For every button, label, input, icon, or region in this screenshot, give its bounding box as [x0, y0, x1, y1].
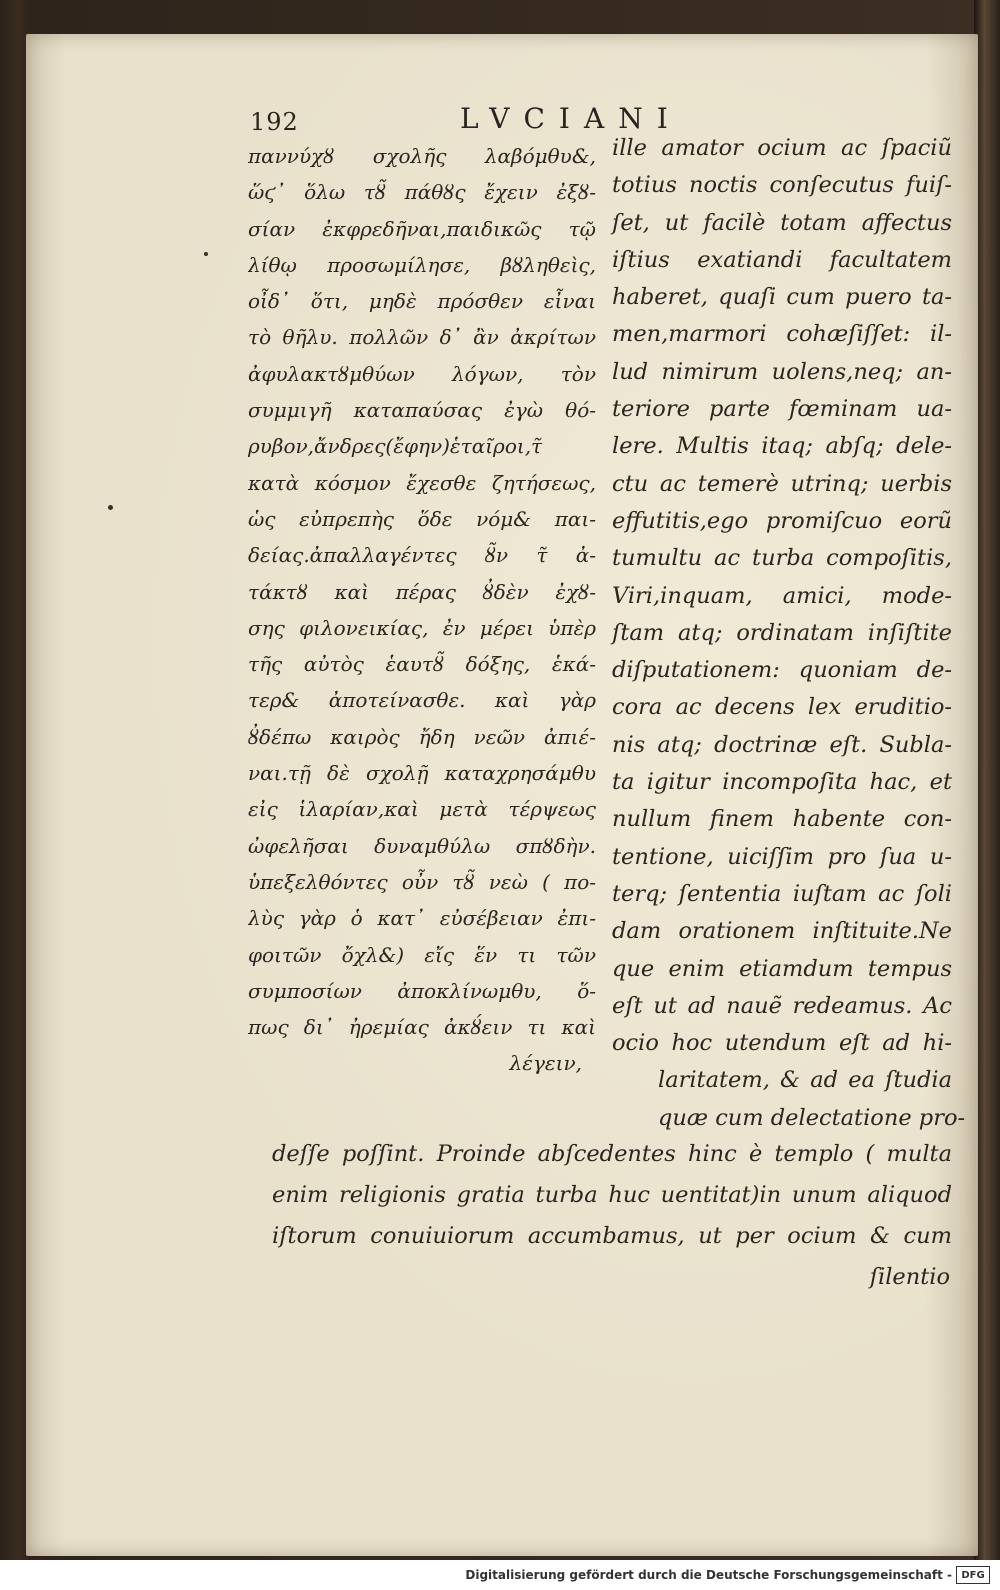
text-line: ta igitur incompoſita hac, et — [612, 769, 952, 796]
text-line: σίαν ἐκφρεδῆναι,παιδικῶς τῷ — [248, 216, 596, 241]
text-line: σης φιλονεικίας, ἐν μέρει ὑπὲρ — [248, 615, 596, 640]
text-line: τερ& ἀποτείνασθε. καὶ γὰρ — [248, 688, 596, 713]
text-line: deſſe poſſint. Proinde abſcedentes hinc è templo ( multa — [272, 1141, 952, 1167]
text-line: οἶδ᾽ ὅτι, μηδὲ πρόσθεν εἶναι — [248, 289, 596, 314]
text-line: ȣ̓δέπω καιρὸς ἤδη νεῶν ἀπιέ- — [248, 724, 596, 749]
text-line: τὸ θῆλυ. πολλῶν δ᾽ ἂν ἀκρίτων — [248, 325, 596, 350]
text-line: ὑπεξελθόντες οὖν τȣ̃ νεὼ ( πο- — [248, 869, 596, 894]
text-line: teriore parte fœminam ua- — [612, 396, 952, 423]
text-line: λέγειν, — [509, 1051, 582, 1076]
text-line: λίθῳ προσωμίλησε, βȣληθεὶς, — [248, 252, 596, 277]
text-line: ὡς εὐπρεπὴς ὅδε νόμ& παι- — [248, 506, 596, 531]
text-line: ἀφυλακτȣμθύων λόγων, τὸν — [248, 361, 596, 386]
text-line: iſtorum conuiuiorum accumbamus, ut per ocium & cum — [272, 1223, 952, 1249]
text-line: nis atq; doctrinæ eſt. Subla- — [612, 731, 952, 758]
text-line: laritatem, & ad ea ſtudia — [658, 1067, 952, 1094]
catchword: ſilentio — [869, 1264, 950, 1290]
text-line: φοιτῶν ὄχλ&) εἴς ἕν τι τῶν — [248, 942, 596, 967]
text-line: εἰς ἱλαρίαν,καὶ μετὰ τέρψεως — [248, 797, 596, 822]
text-line: que enim etiamdum tempus — [612, 955, 952, 982]
text-line: Viri,inquam, amici, mode- — [612, 582, 952, 609]
text-line: κατὰ κόσμον ἔχεσθε ζητήσεως, — [248, 470, 596, 495]
text-line: λὺς γὰρ ὁ κατ᾽ εὐσέβειαν ἐπι- — [248, 906, 596, 931]
text-line: συμποσίων ἀποκλίνωμθυ, ὅ- — [248, 978, 596, 1003]
greek-text-column — [248, 138, 596, 1082]
page-number: 192 — [250, 108, 299, 136]
text-line: tentione, uiciſſim pro ſua u- — [612, 843, 952, 870]
text-line: δείας.ἀπαλλαγέντες ȣ̃ν τ̃ ἀ- — [248, 543, 596, 568]
latin-text-column — [612, 130, 966, 1137]
text-line: cora ac decens lex eruditio- — [612, 694, 952, 721]
text-line: quæ cum delectatione pro- — [658, 1104, 966, 1131]
text-line: diſputationem: quoniam de- — [612, 657, 952, 684]
text-line: ſet, ut facilè totam affectus — [612, 209, 952, 236]
full-width-text — [272, 1134, 952, 1298]
text-line: terq; ſententia iuſtam ac ſoli — [612, 880, 952, 907]
text-line: πως δι᾽ ἠρεμίας ἀκȣ́ειν τι καὶ — [248, 1015, 596, 1040]
text-line: ille amator ocium ac ſpaciũ — [612, 135, 952, 161]
text-line: iſtius exatiandi facultatem — [612, 246, 952, 273]
dfg-logo: DFG — [956, 1566, 990, 1584]
text-line: τάκτȣ καὶ πέρας ȣ̓δὲν ἐχȣ- — [248, 579, 596, 604]
text-line: τῆς αὐτὸς ἑαυτȣ̃ δόξης, ἑκά- — [248, 652, 596, 677]
ink-speck — [204, 252, 208, 256]
text-line: dam orationem inſtituite.Ne — [612, 918, 952, 945]
text-line: haberet, quaſi cum puero ta- — [612, 284, 952, 311]
text-line: totius noctis conſecutus fuiſ- — [612, 172, 952, 199]
text-line: ocio hoc utendum eſt ad hi- — [612, 1030, 952, 1057]
text-line: ρυβον,ἄνδρες(ἔφην)ἑταῖροι,τ̃ — [248, 434, 543, 459]
text-line: enim religionis gratia turba huc uentitat)in unum aliquod — [272, 1182, 952, 1208]
running-title: LVCIANI — [460, 102, 682, 135]
text-line: nullum finem habente con- — [612, 806, 952, 833]
text-line: ναι.τῇ δὲ σχολῇ καταχρησάμθυ — [248, 761, 596, 786]
text-line: lere. Multis itaq; abſq; dele- — [612, 433, 952, 460]
text-line: eſt ut ad nauẽ redeamus. Ac — [612, 992, 952, 1019]
ink-speck — [108, 505, 113, 510]
text-line: συμμιγῆ καταπαύσας ἐγὼ θό- — [248, 398, 596, 423]
text-line: ſtam atq; ordinatam inſiſtite — [612, 619, 952, 646]
text-line: ὥϛ᾽ ὅλω τȣ̃ πάθȣς ἔχειν ἐξȣ- — [248, 180, 596, 205]
footer-credit: Digitalisierung gefördert durch die Deutsche Forschungsgemeinschaft - — [465, 1568, 952, 1582]
text-line: παννύχȣ σχολῆς λαβόμθυ&, — [248, 144, 596, 168]
text-line: men,marmori cohæſiſſet: il- — [612, 321, 952, 348]
text-line: lud nimirum uolens,neq; an- — [612, 358, 952, 385]
text-line: ctu ac temerè utrinq; uerbis — [612, 470, 952, 497]
text-line: tumultu ac turba compoſitis, — [612, 545, 952, 572]
text-line: ὠφελῆσαι δυναμθύλω σπȣδὴν. — [248, 833, 596, 858]
text-line: effutitis,ego promiſcuo eorũ — [612, 507, 952, 534]
